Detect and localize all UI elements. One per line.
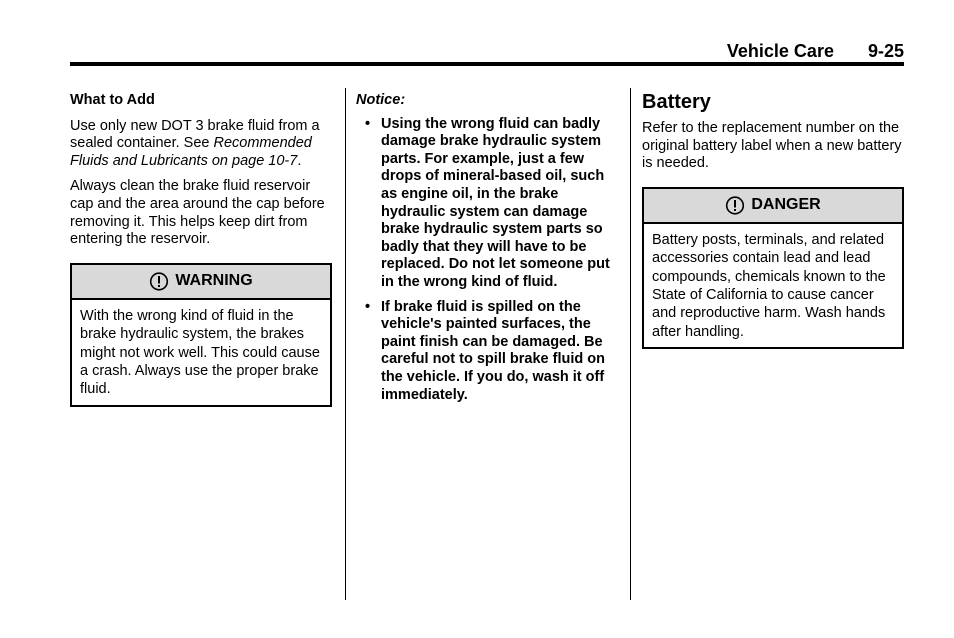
paragraph-dot3-text: Use only new DOT 3 brake fluid from a sealed container. See: [70, 117, 320, 152]
danger-label: DANGER: [751, 196, 821, 214]
column-divider-2: [630, 88, 631, 600]
column-divider-1: [345, 88, 346, 600]
battery-intro: Refer to the replacement number on the original battery label when a new battery is needed.: [642, 120, 902, 172]
list-item-text: Using the wrong fluid can badly damage brake hydraulic system parts. For example, just a few drops of mineral-based oil, such as engine oil, in the brake hydraulic system can damage brake hydraulic system parts so badly that they will have to be replaced. Do not let someone put in the wrong kind of fluid.: [381, 115, 610, 290]
warning-body: With the wrong kind of fluid in the brake hydraulic system, the brakes might not work well. This could cause a crash. Always use the proper brake fluid.: [80, 307, 320, 398]
column-what-to-add: [70, 88, 332, 407]
list-item: [365, 298, 612, 405]
warning-header: [72, 265, 330, 300]
header-rule: [70, 62, 904, 66]
caution-icon: [149, 272, 169, 291]
cross-reference-link: Recommended Fluids and Lubricants on page 10-7: [70, 135, 312, 169]
paragraph-dot3: [70, 118, 332, 171]
column-notice: [356, 88, 612, 411]
paragraph-clean-cap: Always clean the brake fluid reservoir cap and the area around the cap before removing it. This helps keep dirt from entering the reservoir.: [70, 178, 325, 248]
danger-box: [642, 187, 904, 349]
section-title: Vehicle Care: [726, 41, 834, 61]
notice-label: Notice:: [356, 92, 406, 108]
warning-label: WARNING: [175, 272, 253, 290]
bullet-icon: •: [365, 298, 371, 315]
caution-icon: [725, 196, 745, 215]
column-battery: [642, 88, 904, 349]
danger-header: [644, 189, 902, 224]
what-to-add-heading: What to Add: [70, 92, 155, 108]
list-item-text: If brake fluid is spilled on the vehicle's painted surfaces, the paint finish can be damaged. Be careful not to spill brake fluid on the vehicle. If you do, wash it off immediately.: [381, 298, 605, 403]
battery-heading: Battery: [642, 91, 711, 113]
page-header: [70, 38, 904, 62]
page-number: 9-25: [867, 41, 904, 61]
bullet-icon: •: [365, 115, 371, 132]
warning-box: [70, 263, 332, 407]
paragraph-dot3-end: .: [297, 152, 302, 169]
danger-body: Battery posts, terminals, and related accessories contain lead and lead compounds, chemicals known to the State of California to cause cancer and reproductive harm. Wash hands after handling.: [652, 231, 886, 340]
notice-list: [356, 116, 612, 405]
list-item: [365, 115, 612, 292]
